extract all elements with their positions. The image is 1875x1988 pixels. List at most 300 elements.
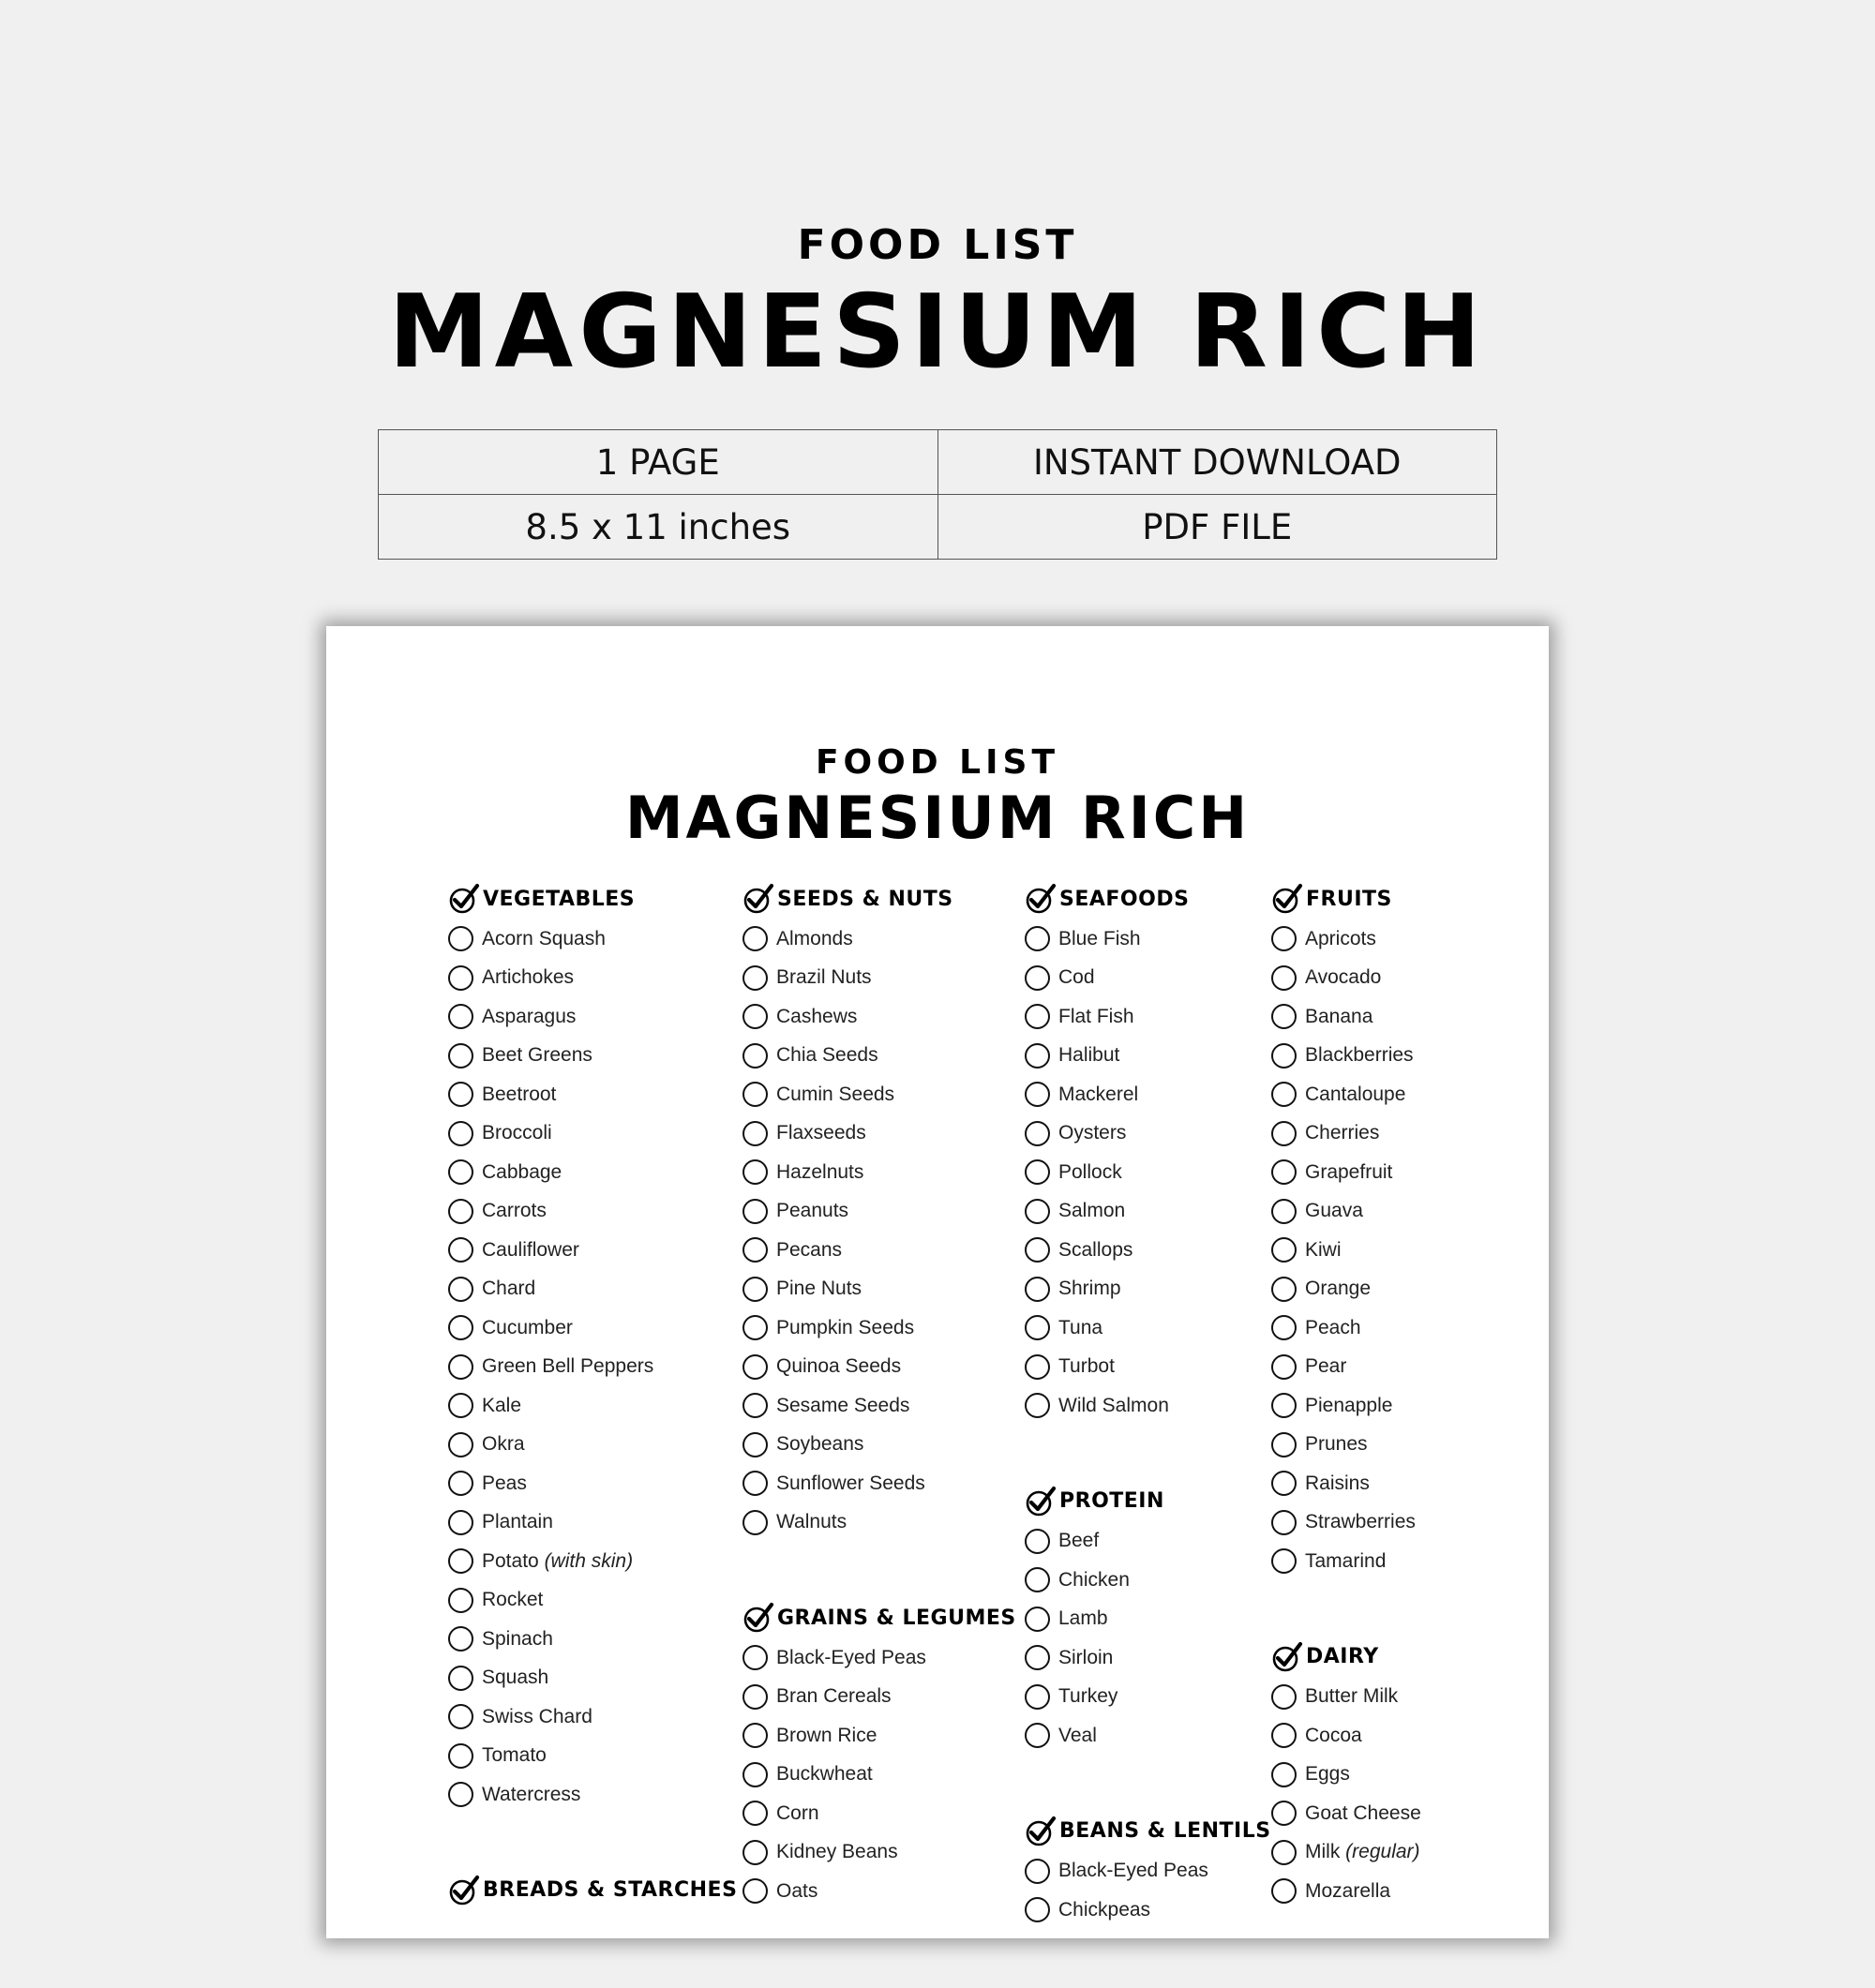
food-item-label: Tamarind	[1305, 1549, 1387, 1572]
category-grains-legumes	[742, 1600, 1016, 1911]
food-item-label: Peas	[482, 1472, 527, 1494]
food-item-label: Cod	[1058, 966, 1095, 989]
food-item-wrapper	[776, 1511, 847, 1533]
food-item-wrapper	[1058, 966, 1095, 989]
food-item-label: Pecans	[776, 1238, 843, 1261]
checkbox-circle-icon	[1025, 1567, 1050, 1592]
food-item-wrapper	[482, 1667, 548, 1689]
food-item-label: Chickpeas	[1058, 1898, 1151, 1921]
food-item	[1271, 1678, 1421, 1717]
check-circle-icon	[1025, 883, 1057, 915]
checkbox-circle-icon	[1271, 1723, 1297, 1748]
food-item-label: Goat Cheese	[1305, 1801, 1421, 1824]
food-item	[1271, 1270, 1421, 1309]
food-item-wrapper	[776, 1685, 892, 1708]
category-vegetables	[448, 881, 737, 1815]
checkbox-circle-icon	[1271, 1801, 1297, 1826]
checkbox-circle-icon	[1025, 1354, 1050, 1380]
checkbox-circle-icon	[742, 1801, 768, 1826]
food-item-wrapper	[1058, 1607, 1108, 1630]
food-item	[742, 1037, 1016, 1076]
food-item-wrapper	[1058, 1084, 1138, 1106]
food-item	[1271, 1192, 1421, 1232]
category-title: GRAINS & LEGUMES	[777, 1606, 1016, 1630]
food-item-label: Plantain	[482, 1511, 553, 1533]
food-item-label: Milk	[1305, 1841, 1341, 1863]
spec-size: 8.5 x 11 inches	[379, 495, 938, 560]
checkbox-circle-icon	[448, 1121, 473, 1146]
food-item-label: Cauliflower	[482, 1238, 579, 1261]
check-circle-icon	[1025, 1816, 1057, 1847]
food-item	[1025, 1231, 1271, 1270]
food-item	[448, 1075, 737, 1114]
checkbox-circle-icon	[1271, 1762, 1297, 1787]
sheet-column	[1025, 881, 1271, 1988]
food-item	[448, 1775, 737, 1815]
food-item	[1271, 997, 1421, 1037]
food-item-label: Pienapple	[1305, 1394, 1393, 1416]
category-dairy	[1271, 1639, 1421, 1911]
food-item-wrapper	[482, 1706, 592, 1728]
food-item-wrapper	[1305, 1122, 1379, 1144]
food-item-label: Carrots	[482, 1200, 547, 1222]
food-item	[448, 1737, 737, 1776]
food-item	[448, 1308, 737, 1348]
food-item	[1025, 1678, 1271, 1717]
food-item	[742, 959, 1016, 998]
food-item-wrapper	[1058, 1395, 1169, 1417]
checkbox-circle-icon	[1025, 1529, 1050, 1554]
food-item-label: Almonds	[776, 927, 853, 949]
food-item-label: Halibut	[1058, 1044, 1120, 1067]
food-item-label: Pumpkin Seeds	[776, 1316, 915, 1338]
checkbox-circle-icon	[448, 1548, 473, 1574]
food-item-wrapper	[1305, 1802, 1421, 1825]
food-item	[1271, 1153, 1421, 1192]
food-item	[448, 1581, 737, 1621]
food-item-wrapper	[1058, 1569, 1130, 1592]
food-item-wrapper	[1058, 1278, 1121, 1300]
food-item-wrapper	[482, 1744, 547, 1767]
food-item-wrapper	[1058, 1239, 1132, 1262]
food-item	[1025, 1852, 1271, 1891]
checkbox-circle-icon	[1025, 1159, 1050, 1185]
food-item-wrapper	[776, 1239, 842, 1262]
food-item-label: Rocket	[482, 1589, 544, 1611]
food-item	[1025, 1037, 1271, 1076]
checkbox-circle-icon	[742, 1878, 768, 1904]
food-item-wrapper	[482, 1355, 653, 1378]
checkbox-circle-icon	[742, 1354, 768, 1380]
food-item-wrapper	[776, 1433, 863, 1456]
food-item	[742, 1794, 1016, 1833]
food-item-wrapper	[776, 1084, 894, 1106]
category-header	[448, 881, 737, 917]
check-circle-icon	[448, 883, 480, 915]
food-item	[1025, 1561, 1271, 1600]
food-item	[1271, 1464, 1421, 1503]
food-item	[1025, 1114, 1271, 1154]
food-item	[448, 1464, 737, 1503]
check-circle-icon	[1271, 883, 1303, 915]
food-item	[1271, 1426, 1421, 1465]
category-header	[1025, 881, 1271, 917]
food-item	[1271, 1833, 1421, 1873]
food-item	[448, 959, 737, 998]
category-header	[742, 1600, 1016, 1636]
checkbox-circle-icon	[448, 1588, 473, 1613]
checkbox-circle-icon	[1025, 1315, 1050, 1340]
category-header	[1025, 1484, 1271, 1519]
checkbox-circle-icon	[1025, 1237, 1050, 1263]
food-item	[1025, 959, 1271, 998]
sheet-column	[448, 881, 737, 1966]
food-item	[448, 1270, 737, 1309]
checkbox-circle-icon	[1025, 1043, 1050, 1069]
checkbox-circle-icon	[1025, 965, 1050, 991]
category-header	[1271, 881, 1421, 917]
food-item-label: Tuna	[1058, 1316, 1103, 1338]
food-item	[1271, 919, 1421, 959]
category-fruits	[1271, 881, 1421, 1581]
header-title: MAGNESIUM RICH	[388, 274, 1487, 391]
sheet-subtitle: FOOD LIST	[815, 743, 1060, 782]
food-item-label: Flaxseeds	[776, 1122, 866, 1144]
category-title: DAIRY	[1306, 1645, 1379, 1668]
food-item-wrapper	[1058, 1725, 1097, 1747]
food-item-wrapper	[1058, 1317, 1102, 1339]
category-seeds-nuts	[742, 881, 1016, 1542]
food-item-label: Mozarella	[1305, 1879, 1391, 1902]
food-item	[1025, 1192, 1271, 1232]
food-item-label: Asparagus	[482, 1005, 577, 1027]
food-item-wrapper	[1305, 1511, 1416, 1533]
food-item-label: Cherries	[1305, 1122, 1380, 1144]
checkbox-circle-icon	[742, 1237, 768, 1263]
category-header	[1025, 1814, 1271, 1849]
check-circle-icon	[1025, 1486, 1057, 1517]
food-item-wrapper	[482, 1278, 535, 1300]
food-item-label: Chicken	[1058, 1568, 1130, 1591]
food-item-wrapper	[482, 1511, 553, 1533]
food-item	[448, 1231, 737, 1270]
food-item-wrapper	[776, 1802, 819, 1825]
food-item-wrapper	[776, 1841, 898, 1863]
food-item	[448, 1620, 737, 1659]
food-item	[1025, 1386, 1271, 1426]
food-item-label: Sunflower Seeds	[776, 1472, 925, 1494]
food-item-label: Chia Seeds	[776, 1044, 878, 1067]
checkbox-circle-icon	[1025, 1607, 1050, 1632]
food-item-wrapper	[1305, 1880, 1390, 1903]
food-item-wrapper	[482, 1317, 573, 1339]
food-item-label: Beet Greens	[482, 1044, 592, 1067]
food-item-label: Turbot	[1058, 1355, 1115, 1378]
checkbox-circle-icon	[448, 1626, 473, 1652]
food-item-label: Squash	[482, 1667, 549, 1689]
food-item-wrapper	[776, 1395, 909, 1417]
food-item-label: Prunes	[1305, 1433, 1368, 1456]
food-item-label: Okra	[482, 1433, 525, 1456]
food-item-wrapper	[1305, 1550, 1386, 1573]
food-item-label: Soybeans	[776, 1433, 864, 1456]
food-item-label: Peanuts	[776, 1200, 849, 1222]
checkbox-circle-icon	[1271, 1237, 1297, 1263]
food-item-label: Banana	[1305, 1005, 1373, 1027]
checkbox-circle-icon	[742, 1199, 768, 1224]
food-item-label: Cantaloupe	[1305, 1083, 1406, 1105]
category-header	[1271, 1639, 1421, 1675]
food-item-wrapper	[1305, 1006, 1372, 1028]
food-item-label: Pine Nuts	[776, 1278, 862, 1300]
food-item	[448, 1426, 737, 1465]
food-item-wrapper	[482, 1006, 576, 1028]
food-item	[448, 1659, 737, 1698]
food-item-label: Black-Eyed Peas	[1058, 1860, 1208, 1882]
checkbox-circle-icon	[742, 1277, 768, 1302]
food-item	[1025, 1716, 1271, 1756]
food-item	[742, 1348, 1016, 1387]
food-item-wrapper	[482, 1395, 521, 1417]
food-item-wrapper	[1058, 1161, 1122, 1184]
checkbox-circle-icon	[1025, 1004, 1050, 1029]
food-item-wrapper	[1305, 1044, 1414, 1067]
food-item	[448, 919, 737, 959]
food-item	[1271, 1308, 1421, 1348]
checkbox-circle-icon	[448, 1199, 473, 1224]
food-item-label: Blue Fish	[1058, 927, 1141, 949]
checkbox-circle-icon	[742, 1004, 768, 1029]
food-item	[742, 1386, 1016, 1426]
food-item-label: Lamb	[1058, 1607, 1108, 1630]
food-item-label: Oysters	[1058, 1122, 1127, 1144]
food-item-wrapper	[1058, 1044, 1119, 1067]
food-item-note: (regular)	[1345, 1841, 1420, 1863]
checkbox-circle-icon	[742, 1121, 768, 1146]
checkbox-circle-icon	[448, 1666, 473, 1691]
food-item	[742, 1075, 1016, 1114]
food-item-wrapper	[1058, 1685, 1118, 1708]
checkbox-circle-icon	[1025, 1723, 1050, 1748]
checkbox-circle-icon	[742, 1645, 768, 1670]
food-item	[742, 1270, 1016, 1309]
food-item-label: Salmon	[1058, 1200, 1126, 1222]
food-item-label: Brown Rice	[776, 1724, 878, 1746]
checkbox-circle-icon	[1025, 1859, 1050, 1884]
food-item-label: Cucumber	[482, 1316, 573, 1338]
checkbox-circle-icon	[448, 1082, 473, 1107]
food-item-label: Sirloin	[1058, 1646, 1114, 1668]
checkbox-circle-icon	[448, 1277, 473, 1302]
checkbox-circle-icon	[1271, 1315, 1297, 1340]
food-item	[742, 1756, 1016, 1795]
food-item	[448, 1037, 737, 1076]
food-item-wrapper	[776, 1044, 878, 1067]
checkbox-circle-icon	[1271, 1548, 1297, 1574]
food-item	[742, 1153, 1016, 1192]
food-item	[1025, 1308, 1271, 1348]
food-item-wrapper	[482, 1239, 579, 1262]
check-circle-icon	[742, 883, 774, 915]
checkbox-circle-icon	[742, 1159, 768, 1185]
checkbox-circle-icon	[448, 1510, 473, 1535]
checkbox-circle-icon	[1271, 1684, 1297, 1710]
food-item-label: Turkey	[1058, 1685, 1118, 1708]
food-item-wrapper	[482, 1550, 633, 1573]
checkbox-circle-icon	[448, 1354, 473, 1380]
food-item-wrapper	[1305, 1685, 1398, 1708]
checkbox-circle-icon	[448, 1004, 473, 1029]
food-item-wrapper	[1305, 1841, 1420, 1863]
food-item-wrapper	[482, 1433, 525, 1456]
food-item-wrapper	[1305, 1725, 1362, 1747]
food-item	[742, 919, 1016, 959]
checkbox-circle-icon	[1271, 1432, 1297, 1457]
check-circle-icon	[1271, 1641, 1303, 1673]
checkbox-circle-icon	[448, 1237, 473, 1263]
sheet-title: MAGNESIUM RICH	[624, 784, 1251, 852]
food-item-label: Quinoa Seeds	[776, 1355, 902, 1378]
food-item-label: Cumin Seeds	[776, 1083, 895, 1105]
food-item	[742, 1308, 1016, 1348]
food-item-wrapper	[1305, 1355, 1346, 1378]
food-item-label: Orange	[1305, 1278, 1372, 1300]
food-item	[1025, 1522, 1271, 1562]
checkbox-circle-icon	[1271, 1510, 1297, 1535]
food-item	[742, 1678, 1016, 1717]
checkbox-circle-icon	[742, 1510, 768, 1535]
food-item	[448, 1153, 737, 1192]
food-item	[1025, 1153, 1271, 1192]
food-item	[448, 1386, 737, 1426]
category-title: SEEDS & NUTS	[777, 887, 953, 911]
food-item-label: Kidney Beans	[776, 1841, 898, 1863]
checkbox-circle-icon	[448, 1704, 473, 1729]
food-item-label: Raisins	[1305, 1472, 1370, 1494]
food-item-label: Watercress	[482, 1783, 581, 1805]
food-item-label: Blackberries	[1305, 1044, 1414, 1067]
food-item-label: Pear	[1305, 1355, 1347, 1378]
food-item-wrapper	[776, 1200, 848, 1222]
checkbox-circle-icon	[1271, 1878, 1297, 1904]
food-item	[742, 1192, 1016, 1232]
food-item-label: Beef	[1058, 1530, 1100, 1552]
food-item-label: Kiwi	[1305, 1238, 1342, 1261]
food-item-wrapper	[1058, 928, 1141, 950]
food-item-label: Grapefruit	[1305, 1160, 1393, 1183]
food-item	[1025, 1348, 1271, 1387]
food-item-wrapper	[1305, 1433, 1368, 1456]
category-title: BREADS & STARCHES	[483, 1878, 738, 1902]
category-header	[742, 881, 1016, 917]
food-item-wrapper	[482, 928, 606, 950]
food-item-label: Strawberries	[1305, 1511, 1416, 1533]
food-item-wrapper	[776, 1317, 914, 1339]
food-item-label: Black-Eyed Peas	[776, 1646, 926, 1668]
food-item-label: Cashews	[776, 1005, 858, 1027]
food-item-label: Acorn Squash	[482, 927, 606, 949]
checkbox-circle-icon	[1025, 1277, 1050, 1302]
checkbox-circle-icon	[1271, 1471, 1297, 1496]
food-item-label: Guava	[1305, 1200, 1363, 1222]
spec-format: PDF FILE	[938, 495, 1497, 560]
food-item-wrapper	[776, 1725, 877, 1747]
checkbox-circle-icon	[1271, 1354, 1297, 1380]
food-item-label: Cabbage	[482, 1160, 562, 1183]
food-item	[742, 1872, 1016, 1911]
checkbox-circle-icon	[1025, 1393, 1050, 1418]
food-item	[742, 1503, 1016, 1543]
food-item-wrapper	[482, 1122, 552, 1144]
food-item	[1271, 1716, 1421, 1756]
food-item-wrapper	[1058, 1122, 1126, 1144]
food-item-wrapper	[1305, 1239, 1342, 1262]
category-title: FRUITS	[1306, 887, 1392, 911]
food-item	[742, 1426, 1016, 1465]
food-item-wrapper	[1305, 1084, 1405, 1106]
food-item-label: Broccoli	[482, 1122, 552, 1144]
food-item-wrapper	[1058, 1647, 1113, 1669]
food-item-wrapper	[482, 1161, 562, 1184]
checkbox-circle-icon	[1271, 1277, 1297, 1302]
checkbox-circle-icon	[742, 1315, 768, 1340]
food-item-label: Avocado	[1305, 966, 1382, 989]
checkbox-circle-icon	[1025, 1082, 1050, 1107]
food-item-wrapper	[482, 1589, 543, 1611]
checkbox-circle-icon	[1025, 1121, 1050, 1146]
header-subtitle: FOOD LIST	[797, 221, 1078, 269]
food-item	[448, 1348, 737, 1387]
food-item-wrapper	[482, 1784, 580, 1806]
food-item-label: Kale	[482, 1394, 522, 1416]
food-item-label: Sesame Seeds	[776, 1394, 910, 1416]
food-item	[742, 1716, 1016, 1756]
food-item-label: Butter Milk	[1305, 1685, 1399, 1708]
food-item	[742, 1638, 1016, 1678]
food-item-label: Eggs	[1305, 1763, 1350, 1786]
food-item	[448, 1114, 737, 1154]
category-title: VEGETABLES	[483, 887, 636, 911]
food-item-label: Hazelnuts	[776, 1160, 864, 1183]
check-circle-icon	[742, 1602, 774, 1634]
checkbox-circle-icon	[1271, 1004, 1297, 1029]
checkbox-circle-icon	[1271, 1043, 1297, 1069]
spec-pages: 1 PAGE	[379, 430, 938, 495]
food-item-wrapper	[1058, 1899, 1150, 1921]
checkbox-circle-icon	[742, 1471, 768, 1496]
food-item-wrapper	[1305, 928, 1376, 950]
checkbox-circle-icon	[1271, 1199, 1297, 1224]
food-item-label: Spinach	[482, 1627, 553, 1650]
food-item-wrapper	[482, 1628, 553, 1651]
food-item-wrapper	[1058, 1530, 1099, 1552]
checkbox-circle-icon	[448, 1471, 473, 1496]
food-item	[1271, 1756, 1421, 1795]
food-item-wrapper	[1058, 1355, 1115, 1378]
food-item	[1271, 1503, 1421, 1543]
checkbox-circle-icon	[1271, 926, 1297, 951]
category-title: SEAFOODS	[1059, 887, 1190, 911]
food-item-wrapper	[482, 1044, 592, 1067]
food-item-wrapper	[776, 966, 872, 989]
food-item-wrapper	[1305, 1472, 1370, 1495]
checkbox-circle-icon	[448, 1743, 473, 1769]
food-item	[1271, 1386, 1421, 1426]
food-item-wrapper	[776, 1161, 863, 1184]
food-item	[448, 1697, 737, 1737]
food-item	[1025, 997, 1271, 1037]
food-item	[1025, 1270, 1271, 1309]
